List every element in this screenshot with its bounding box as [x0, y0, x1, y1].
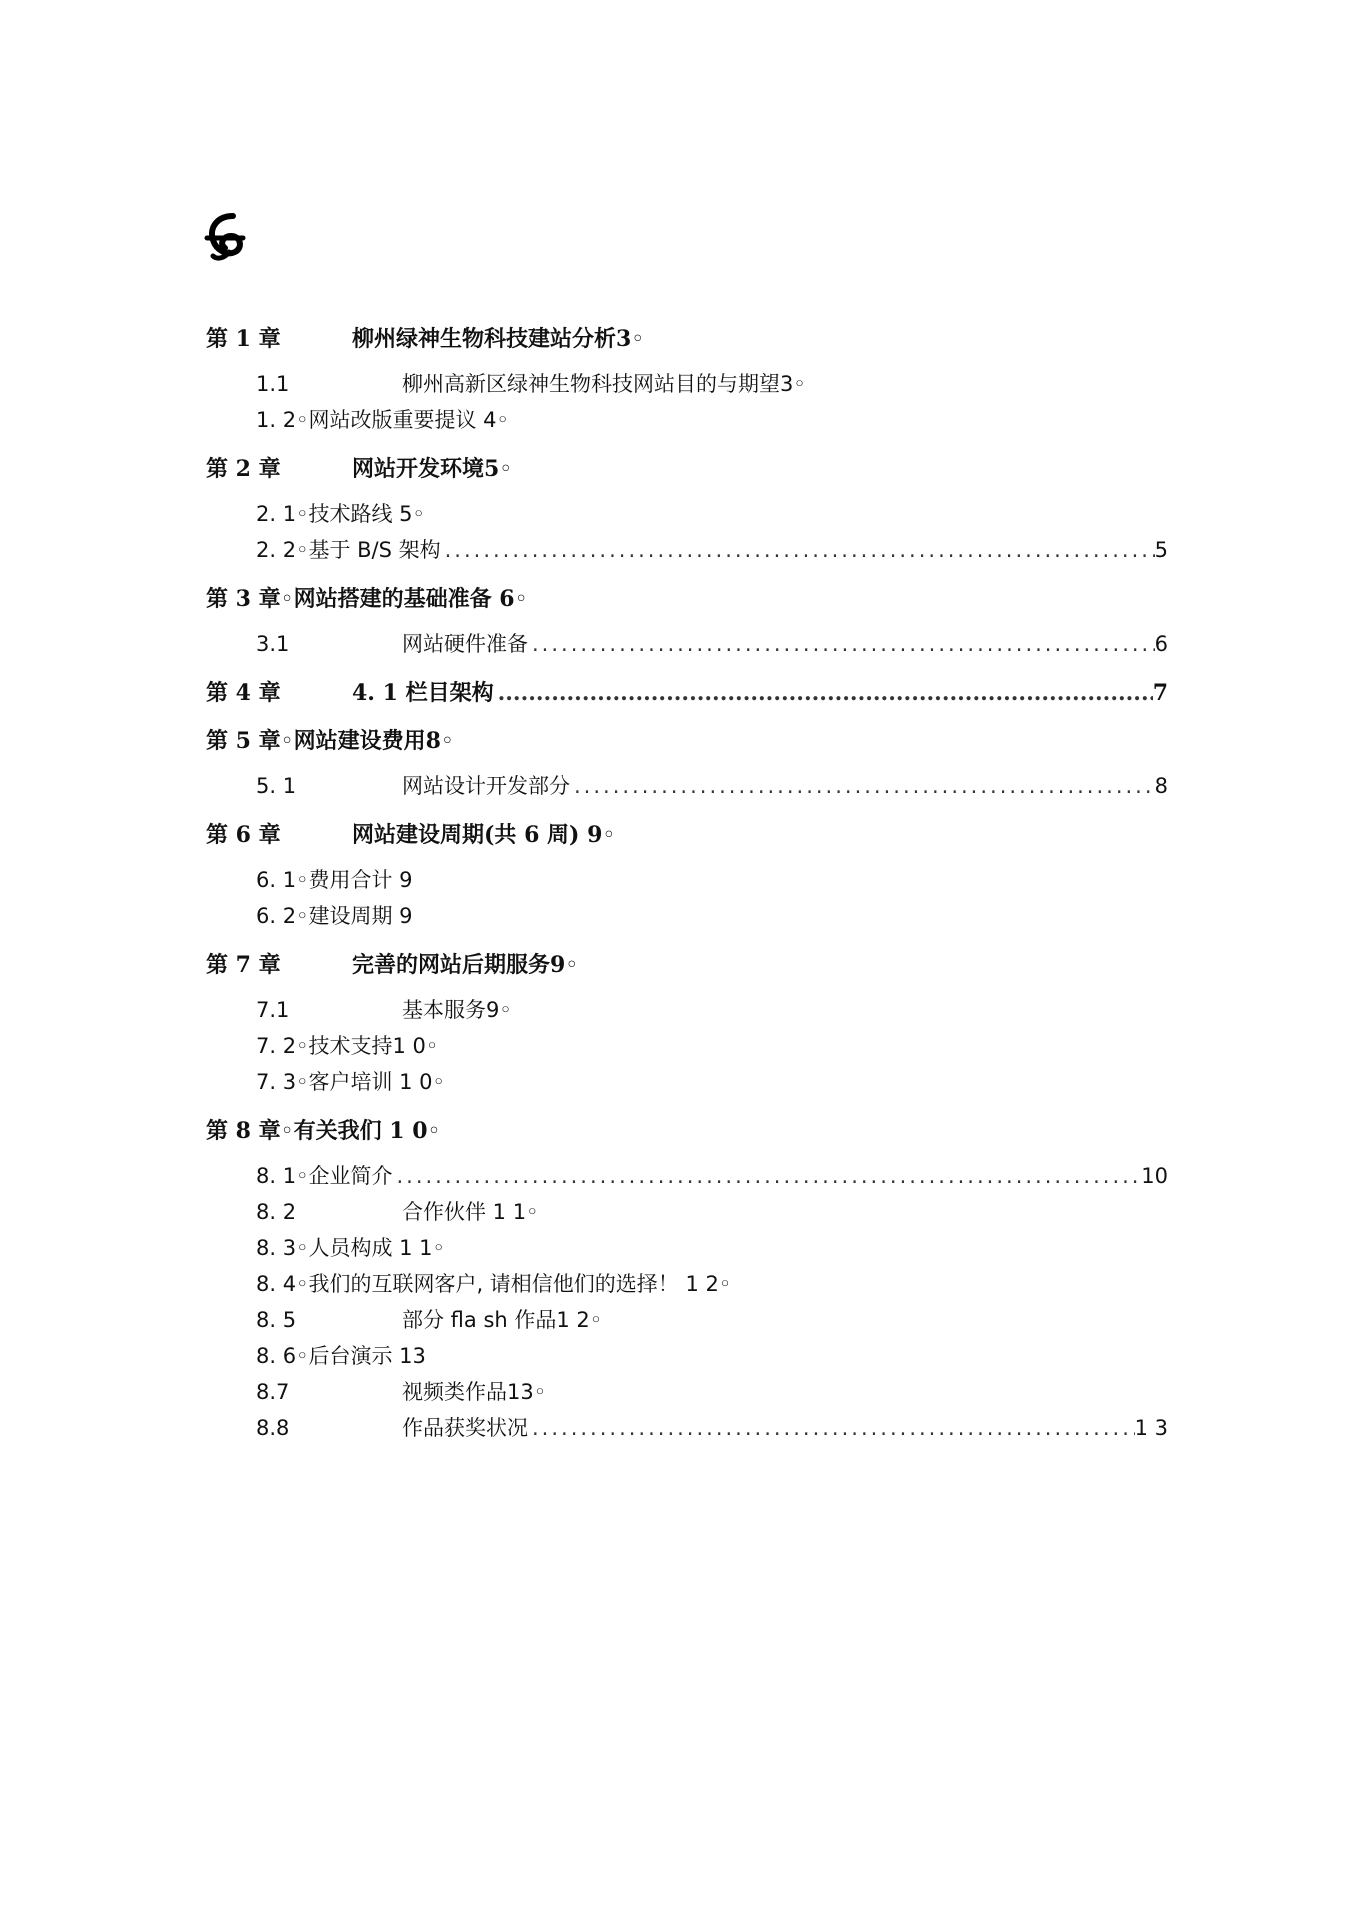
section-title: 8. 3◦人员构成 1 1◦ [256, 1236, 445, 1260]
toc-section-1-1[interactable] [206, 368, 1168, 404]
toc-section-7-1[interactable] [206, 994, 1168, 1030]
toc-section-8-1[interactable] [206, 1160, 1168, 1196]
page-number: 6 [1154, 632, 1168, 656]
dot-leader [441, 538, 1155, 562]
section-number: 5. 1 [256, 774, 297, 798]
section-number: 8.7 [256, 1380, 290, 1404]
section-number: 7.1 [256, 998, 290, 1022]
toc-section-3-1[interactable] [206, 628, 1168, 664]
toc-section-6-1[interactable] [206, 864, 1168, 900]
chapter-title: 完善的网站后期服务9◦ [352, 952, 579, 978]
toc-chapter-6[interactable] [206, 818, 1168, 854]
toc-section-8-4[interactable] [206, 1268, 1168, 1304]
toc-chapter-5[interactable] [206, 724, 1168, 760]
section-title: 作品获奖状况 [402, 1416, 528, 1440]
toc-chapter-1[interactable] [206, 322, 1168, 358]
chapter-title: 网站建设周期(共 6 周) 9◦ [352, 822, 616, 848]
toc-section-7-3[interactable] [206, 1066, 1168, 1102]
toc-section-8-5[interactable] [206, 1304, 1168, 1340]
chapter-title: 第 5 章◦网站建设费用8◦ [206, 728, 454, 754]
toc-chapter-2[interactable] [206, 452, 1168, 488]
toc-chapter-4[interactable] [206, 676, 1168, 712]
toc-section-2-1[interactable] [206, 498, 1168, 534]
chapter-number: 第 6 章 [206, 822, 281, 848]
section-number: 8.8 [256, 1416, 290, 1440]
toc-section-5-1[interactable] [206, 770, 1168, 806]
chapter-title: 柳州绿神生物科技建站分析3◦ [352, 326, 645, 352]
section-title: 7. 2◦技术支持1 0◦ [256, 1034, 439, 1058]
toc-section-7-2[interactable] [206, 1030, 1168, 1066]
toc-section-8-7[interactable] [206, 1376, 1168, 1412]
page-number: 8 [1154, 774, 1168, 798]
toc-section-2-2[interactable] [206, 534, 1168, 570]
section-title: 部分 fla sh 作品1 2◦ [402, 1308, 603, 1332]
section-title: 合作伙伴 1 1◦ [402, 1200, 539, 1224]
dot-leader [494, 680, 1153, 706]
page-number: 10 [1141, 1164, 1168, 1188]
section-title: 1. 2◦网站改版重要提议 4◦ [256, 408, 509, 432]
chapter-title: 4. 1 栏目架构 [352, 680, 494, 706]
section-title: 8. 1◦企业简介 [256, 1164, 393, 1188]
page-number: 5 [1154, 538, 1168, 562]
section-title: 柳州高新区绿神生物科技网站目的与期望3◦ [402, 372, 806, 396]
chapter-number: 第 4 章 [206, 680, 281, 706]
toc-chapter-8[interactable] [206, 1114, 1168, 1150]
section-number: 8. 2 [256, 1200, 297, 1224]
toc-section-8-2[interactable] [206, 1196, 1168, 1232]
chapter-number: 第 7 章 [206, 952, 281, 978]
chapter-title: 网站开发环境5◦ [352, 456, 513, 482]
dot-leader [570, 774, 1155, 798]
toc-section-8-3[interactable] [206, 1232, 1168, 1268]
section-title: 6. 2◦建设周期 9 [256, 904, 413, 928]
table-of-contents [206, 322, 1168, 1448]
page-number: 7 [1152, 680, 1168, 706]
toc-chapter-3[interactable] [206, 582, 1168, 618]
section-number: 1.1 [256, 372, 290, 396]
toc-chapter-7[interactable] [206, 948, 1168, 984]
section-title: 8. 4◦我们的互联网客户, 请相信他们的选择！ 1 2◦ [256, 1272, 732, 1296]
page-number: 1 3 [1134, 1416, 1168, 1440]
section-number: 3.1 [256, 632, 290, 656]
section-title: 6. 1◦费用合计 9 [256, 868, 413, 892]
toc-section-1-2[interactable] [206, 404, 1168, 440]
section-title: 视频类作品13◦ [402, 1380, 547, 1404]
company-logo-icon [203, 212, 247, 262]
dot-leader [528, 632, 1155, 656]
dot-leader [528, 1416, 1135, 1440]
toc-section-8-8[interactable] [206, 1412, 1168, 1448]
section-title: 7. 3◦客户培训 1 0◦ [256, 1070, 445, 1094]
section-title: 8. 6◦后台演示 13 [256, 1344, 426, 1368]
chapter-number: 第 2 章 [206, 456, 281, 482]
chapter-title: 第 3 章◦网站搭建的基础准备 6◦ [206, 586, 528, 612]
chapter-number: 第 1 章 [206, 326, 281, 352]
section-title: 基本服务9◦ [402, 998, 512, 1022]
section-title: 网站硬件准备 [402, 632, 528, 656]
section-title: 2. 2◦基于 B/S 架构 [256, 538, 441, 562]
toc-section-8-6[interactable] [206, 1340, 1168, 1376]
section-title: 2. 1◦技术路线 5◦ [256, 502, 425, 526]
chapter-title: 第 8 章◦有关我们 1 0◦ [206, 1118, 441, 1144]
toc-section-6-2[interactable] [206, 900, 1168, 936]
section-number: 8. 5 [256, 1308, 297, 1332]
dot-leader [392, 1164, 1141, 1188]
section-title: 网站设计开发部分 [402, 774, 570, 798]
